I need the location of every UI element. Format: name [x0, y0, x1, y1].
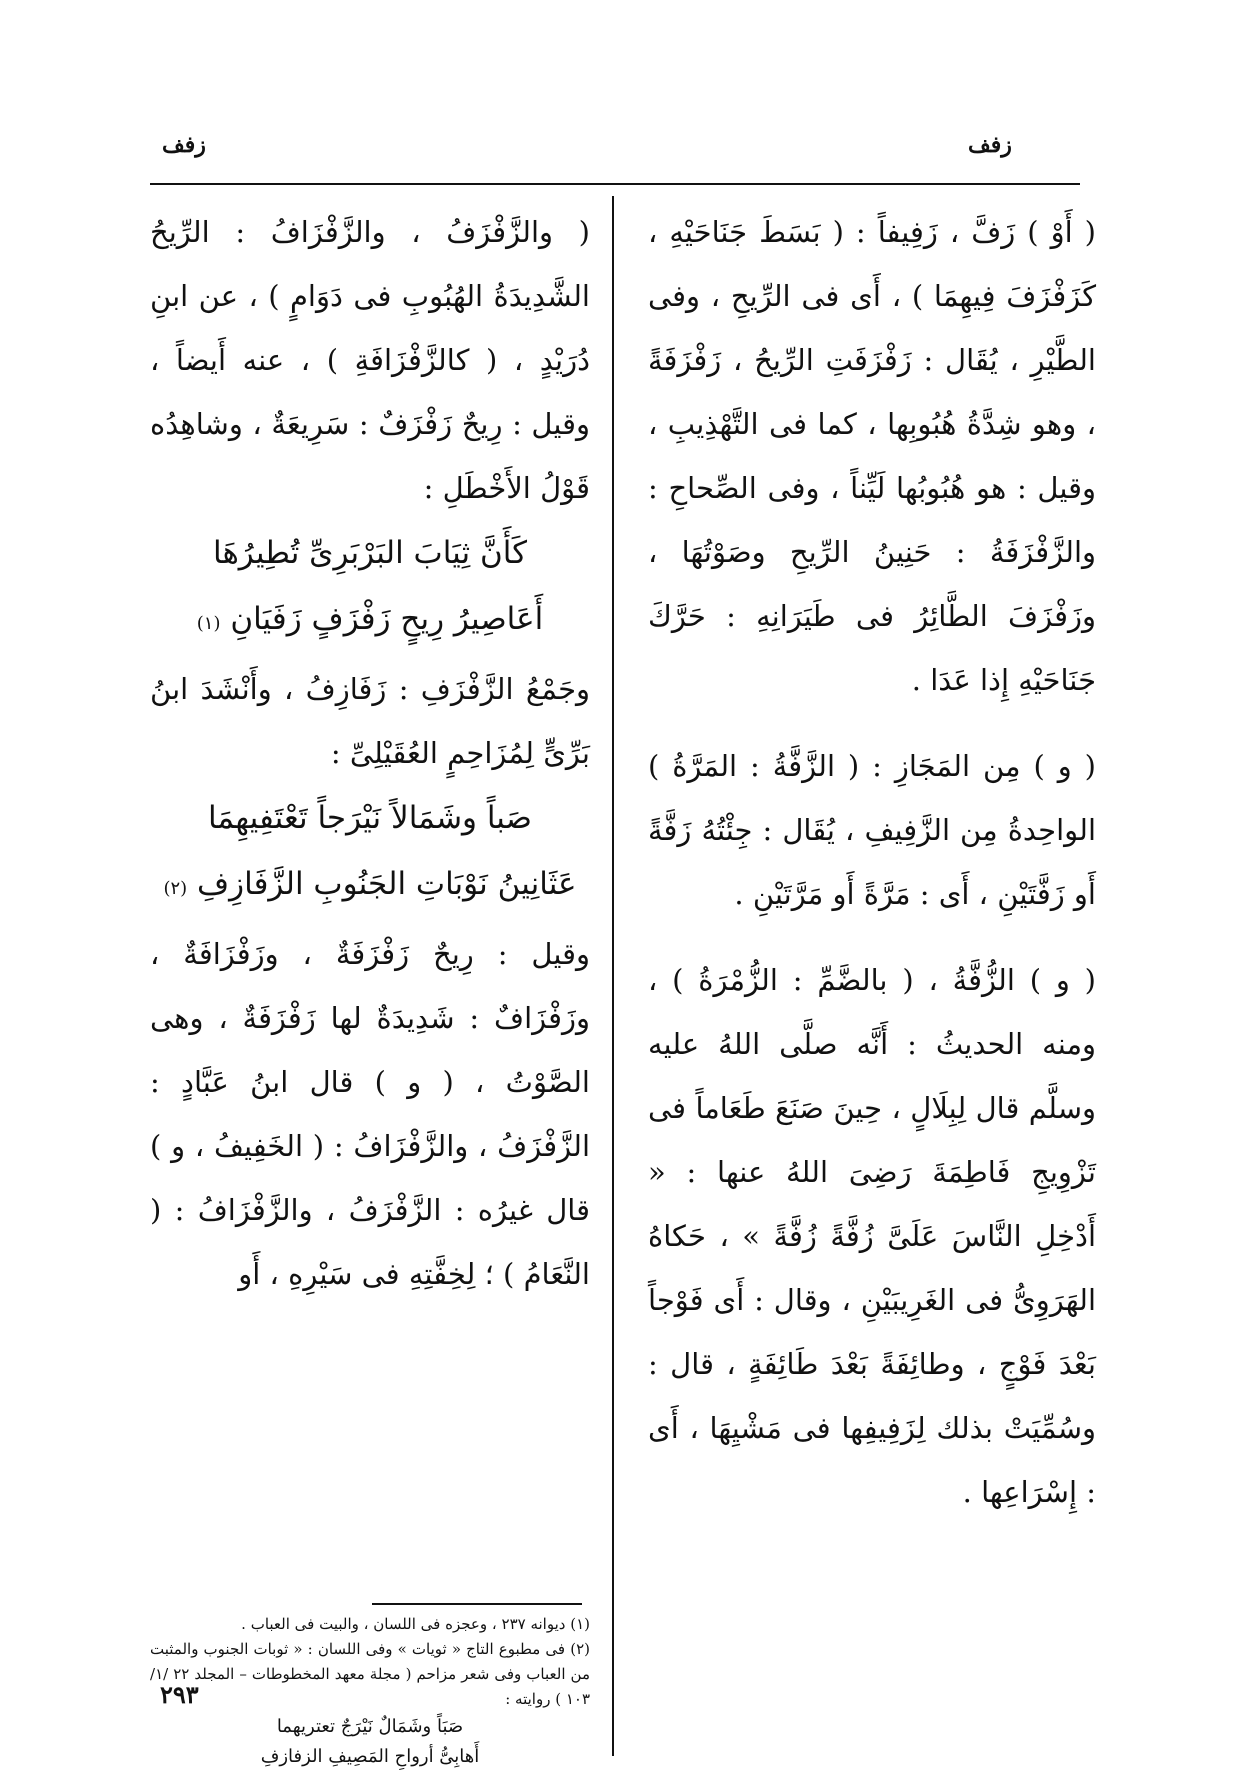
poetry-verse-2 — [150, 785, 590, 922]
verse-line: صَباً وشَمَالاً نَيْرَجاً تَعْتَفِيهِمَا — [207, 800, 532, 836]
entry-paragraph: ( والزَّفْزَفُ ، والزَّفْزَافُ : الرِّيحُ الشَّدِيدَةُ الهُبُوبِ فى دَوَامٍ ) ، عن ابنِ دُرَيْدٍ ، ( كالزَّفْزَافَةِ ) ، عنه أَيضاً ، وقيل : رِيحٌ زَفْزَفٌ : سَرِيعَةٌ ، وشاهِدُه قَوْلُ الأَخْطَلِ : — [150, 215, 590, 505]
footnote-verse: صَبَاً وشَمَالٌ نَيْرَجٌ تعتريهما — [276, 1716, 464, 1737]
footnote-verse: أَهابِىُّ أرواحِ المَصِيفِ الزفازفِ — [260, 1746, 480, 1767]
footnote-rule — [372, 1603, 582, 1605]
entry-paragraph: ( أَوْ ) زَفَّ ، زَفِيفاً : ( بَسَطَ جَنَاحَيْهِ ، كَزَفْزَفَ فِيهِمَا ) ، أَى فى الرِّيحِ ، وفى الطَّيْرِ ، يُقَال : زَفْزَفَتِ الرِّيحُ ، زَفْزَفَةً ، وهو شِدَّةُ هُبُوبِها ، كما فى التَّهْذِيبِ ، وقيل : هو هُبُوبُها لَيِّناً ، وفى الصِّحاحِ : والزَّفْزَفَةُ : حَنِينُ الرِّيحِ وصَوْتُهَا ، وزَفْزَفَ الطَّائِرُ فى طَيَرَانِهِ : حَرَّكَ جَنَاحَيْهِ إِذا عَدَا . — [648, 215, 1096, 697]
entry-paragraph: ( و ) مِن المَجَازِ : ( الزَّفَّةُ : المَرَّةُ ) الواحِدةُ مِن الزَّفِيفِ ، يُقَال : جِئْتُهُ زَفَّةً أَو زَفَّتَيْنِ ، أَى : مَرَّةً أَو مَرَّتَيْنِ . — [648, 749, 1096, 911]
footnote-2: (٢) فى مطبوع التاج « ثويات » وفى اللسان : « ثوبات الجنوب والمثبت من العباب وفى شعر مزاحم ( مجلة معهد المخطوطات – المجلد ٢٢ /١/ ١٠٣ ) روايته : — [150, 1640, 590, 1708]
entry-paragraph: وقيل : رِيحٌ زَفْزَفَةٌ ، وزَفْزَافَةٌ ، وزَفْزَافٌ : شَدِيدَةٌ لها زَفْزَفَةٌ ، وهى الصَّوْتُ ، ( و ) قال ابنُ عَبَّادٍ : الزَّفْزَفُ ، والزَّفْزَافُ : ( الخَفِيفُ ، و ) قال غيرُه : الزَّفْزَفُ ، والزَّفْزَافُ : ( النَّعَامُ ) ؛ لِخِفَّتِهِ فى سَيْرِهِ ، أَو — [150, 937, 590, 1291]
footnote-1: (١) ديوانه ٢٣٧ ، وعجزه فى اللسان ، والبيت فى العباب . — [241, 1615, 590, 1633]
verse-line: كَأَنَّ ثِيَابَ البَرْبَرِىِّ تُطِيرُهَا — [213, 535, 527, 571]
header-rule — [150, 183, 1080, 185]
verse-line: عَثَانِينُ نَوْبَاتِ الجَنُوبِ الزَّفَازِفِ — [197, 866, 577, 902]
footnote-marker: (١) — [196, 613, 221, 634]
right-column — [648, 200, 1096, 1524]
running-head-left: زفف — [162, 132, 206, 158]
left-column — [150, 200, 590, 1306]
page-number: ٢٩٣ — [160, 1680, 199, 1709]
column-divider — [612, 196, 614, 1756]
poetry-verse-1 — [150, 520, 590, 657]
verse-line: أَعَاصِيرُ رِيحٍ زَفْزَفٍ زَفَيَانِ — [230, 601, 544, 637]
footnotes — [150, 1612, 590, 1772]
running-head-right: زفف — [968, 132, 1012, 158]
entry-paragraph: ( و ) الزُّفَّةُ ، ( بالضَّمِّ : الزُّمْرَةُ ) ، ومنه الحديثُ : أَنَّه صلَّى اللهُ عليه وسلَّم قال لِبِلَالٍ ، حِينَ صَنَعَ طَعَاماً فى تَزْوِيجِ فَاطِمَةَ رَضِىَ اللهُ عنها : « أَدْخِلِ النَّاسَ عَلَىَّ زُفَّةً زُفَّةً » ، حَكاهُ الهَرَوِىُّ فى الغَرِيبَيْنِ ، وقال : أَى فَوْجاً بَعْدَ فَوْجٍ ، وطائِفَةً بَعْدَ طَائِفَةٍ ، قال : وسُمِّيَتْ بذلك لِزَفِيفِها فى مَشْيِهَا ، أَى : إِسْرَاعِها . — [648, 963, 1096, 1509]
entry-paragraph: وجَمْعُ الزَّفْزَفِ : زَفَازِفُ ، وأَنْشَدَ ابنُ بَرِّىٍّ لِمُزَاحِمٍ العُقَيْلِىِّ : — [150, 672, 590, 770]
footnote-marker: (٢) — [163, 878, 188, 899]
